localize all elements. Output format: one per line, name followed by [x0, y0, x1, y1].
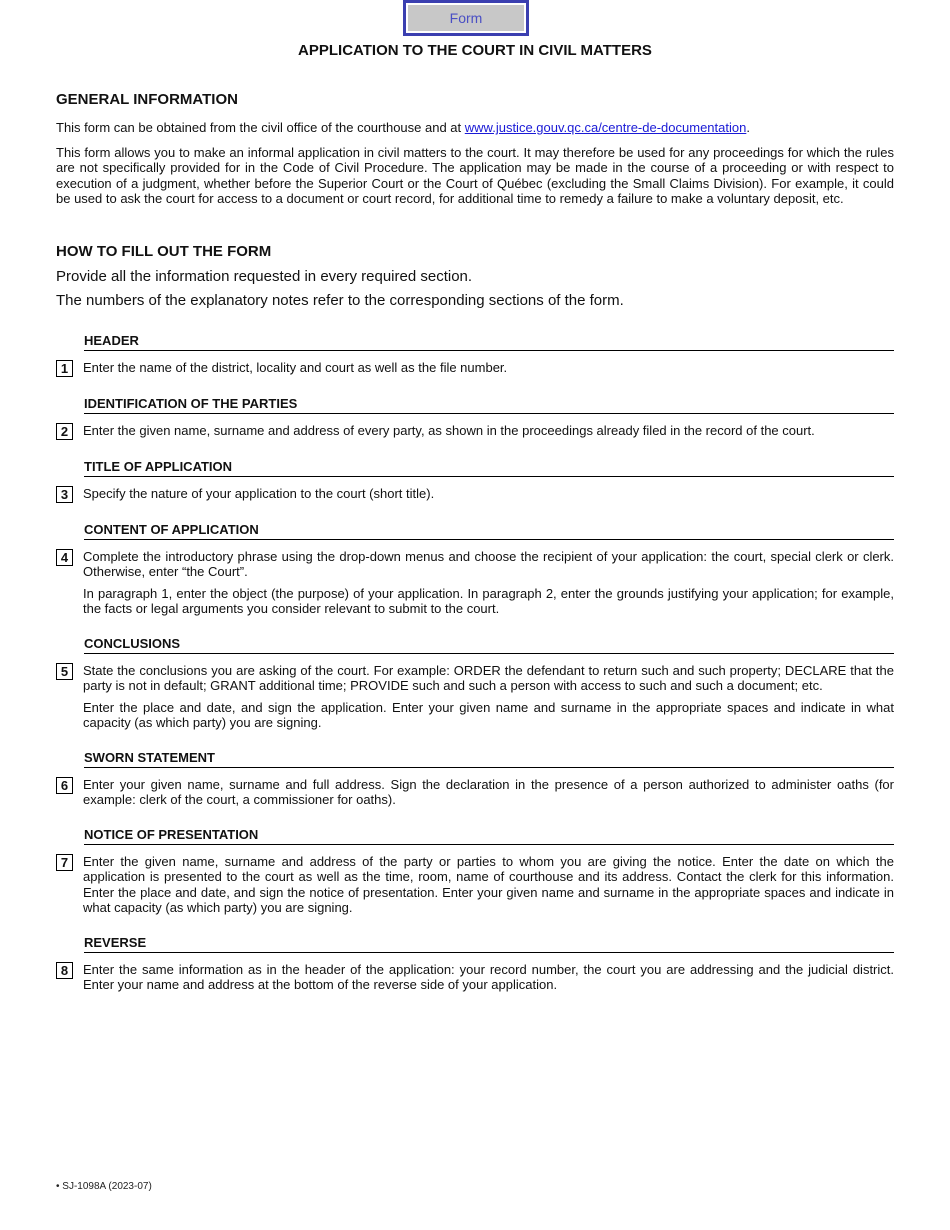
- note-number: 8: [56, 962, 73, 979]
- note-heading: HEADER: [84, 332, 894, 351]
- note-heading: REVERSE: [84, 934, 894, 953]
- general-paragraph-1: [56, 120, 894, 136]
- note-row: [56, 854, 894, 916]
- note-body: [83, 663, 894, 731]
- explanatory-notes: [56, 332, 894, 993]
- note-body: [83, 962, 894, 993]
- general-information-heading: GENERAL INFORMATION: [56, 91, 238, 108]
- note-number: 3: [56, 486, 73, 503]
- general-p1-prefix: This form can be obtained from the civil office of the courthouse and at: [56, 120, 465, 135]
- howto-line-2: The numbers of the explanatory notes refer to the corresponding sections of the form.: [56, 291, 624, 309]
- note-notice-of-presentation: [56, 826, 894, 916]
- note-number: 6: [56, 777, 73, 794]
- howto-line-1: Provide all the information requested in every required section.: [56, 267, 473, 285]
- note-body: [83, 423, 894, 439]
- note-heading: SWORN STATEMENT: [84, 749, 894, 768]
- note-content-of-application: [56, 521, 894, 617]
- general-paragraph-2: This form allows you to make an informal application in civil matters to the court. It may therefore be used for any proceedings for which the rules are not specifically provided for in the Code of Civil Procedure. The application may be made in the course of a proceeding or with respect to execution of a judgment, whether before the Superior Court or the Court of Québec (excluding the Small Claims Division). For example, it could be used to ask the court for access to a document or court record, for additional time to remedy a failure to make a voluntary deposit, etc.: [56, 144, 894, 206]
- note-heading: NOTICE OF PRESENTATION: [84, 826, 894, 845]
- how-to-fill-heading: HOW TO FILL OUT THE FORM: [56, 242, 272, 260]
- note-text: Enter the place and date, and sign the application. Enter your given name and surname in the appropriate spaces and indicate in what capacity (as which party) you are signing.: [83, 699, 894, 730]
- note-text: Complete the introductory phrase using the drop-down menus and choose the recipient of your application: the court, special clerk or clerk. Otherwise, enter “the Court”.: [83, 548, 894, 579]
- note-header: [56, 332, 894, 377]
- note-identification-of-parties: [56, 395, 894, 440]
- page-title: APPLICATION TO THE COURT IN CIVIL MATTERS: [298, 42, 652, 59]
- note-title-of-application: [56, 458, 894, 503]
- note-number: 4: [56, 549, 73, 566]
- note-text: State the conclusions you are asking of the court. For example: ORDER the defendant to return such and such property; DECLARE that the party is not in default; GRANT additional time; PROVIDE such and such a person with access to such and such a document; etc.: [83, 662, 894, 693]
- note-body: [83, 777, 894, 808]
- note-body: [83, 854, 894, 916]
- note-text: Enter the name of the district, locality and court as well as the file number.: [83, 359, 508, 375]
- note-row: [56, 360, 894, 377]
- note-row: [56, 663, 894, 731]
- note-row: [56, 962, 894, 993]
- note-number: 5: [56, 663, 73, 680]
- note-row: [56, 549, 894, 617]
- note-text: Enter your given name, surname and full address. Sign the declaration in the presence of a person authorized to administer oaths (for example: clerk of the court, a commissioner for oaths).: [83, 776, 894, 807]
- note-text: Enter the given name, surname and address of the party or parties to whom you are giving the notice. Enter the date on which the application is presented to the court as well as the time, room, name of courthouse and its address. Contact the clerk for this information. Enter the place and date, and sign the notice of presentation. Enter your given name and surname in the appropriate spaces and indicate in what capacity (as which party) you are signing.: [83, 853, 894, 915]
- note-body: [83, 360, 894, 376]
- note-number: 7: [56, 854, 73, 871]
- note-number: 1: [56, 360, 73, 377]
- form-button-label: Form: [408, 5, 524, 31]
- documentation-link[interactable]: www.justice.gouv.qc.ca/centre-de-documentation: [464, 120, 747, 135]
- note-row: [56, 777, 894, 808]
- note-body: [83, 549, 894, 617]
- note-heading: IDENTIFICATION OF THE PARTIES: [84, 395, 894, 414]
- note-text: In paragraph 1, enter the object (the purpose) of your application. In paragraph 2, enter the grounds justifying your application; for example, the facts or legal arguments you consider relevant to submit to the court.: [83, 585, 894, 616]
- note-reverse: [56, 934, 894, 993]
- note-row: [56, 486, 894, 503]
- note-conclusions: [56, 635, 894, 731]
- general-p1-suffix: .: [746, 120, 750, 135]
- note-heading: CONCLUSIONS: [84, 635, 894, 654]
- note-text: Enter the same information as in the header of the application: your record number, the court you are addressing and the judicial district. Enter your name and address at the bottom of the reverse side of your application.: [83, 961, 894, 992]
- note-body: [83, 486, 894, 502]
- form-button[interactable]: [403, 0, 529, 36]
- form-code: • SJ-1098A (2023-07): [56, 1181, 152, 1192]
- note-sworn-statement: [56, 749, 894, 808]
- note-heading: TITLE OF APPLICATION: [84, 458, 894, 477]
- document-body: [56, 91, 894, 993]
- note-row: [56, 423, 894, 440]
- note-number: 2: [56, 423, 73, 440]
- note-text: Enter the given name, surname and address of every party, as shown in the proceedings already filed in the record of the court.: [83, 422, 815, 438]
- note-text: Specify the nature of your application to the court (short title).: [83, 485, 435, 501]
- note-heading: CONTENT OF APPLICATION: [84, 521, 894, 540]
